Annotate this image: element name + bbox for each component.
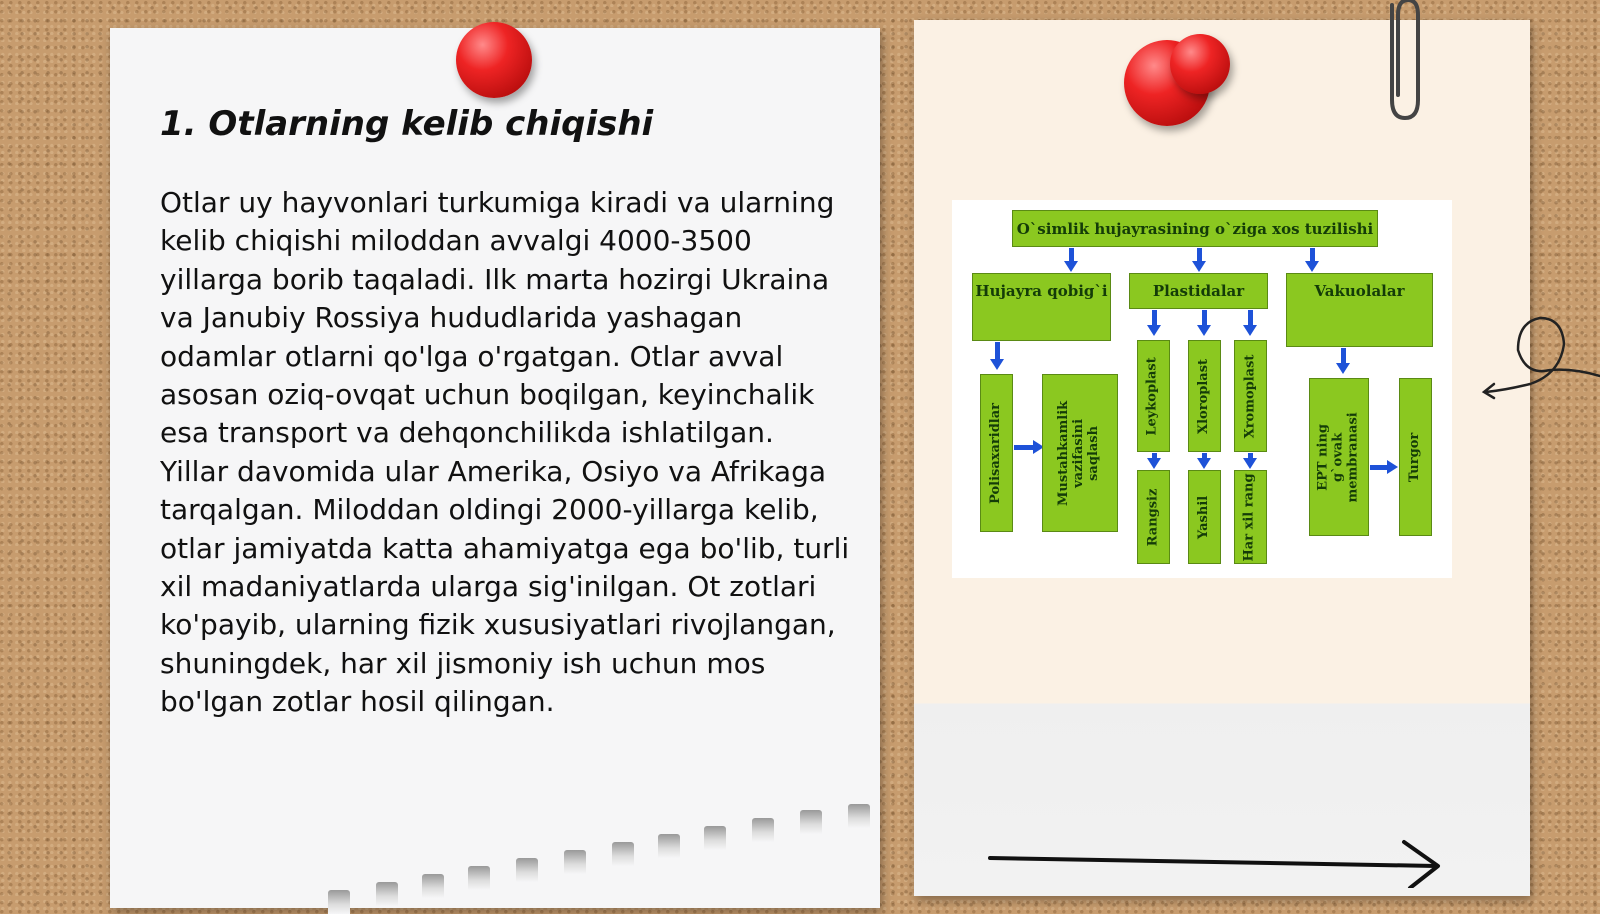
xromoplast-box: Xromoplast	[1234, 340, 1267, 452]
arrow-right-icon	[1370, 465, 1388, 470]
slide-heading: 1. Otlarning kelib chiqishi	[160, 104, 654, 144]
plastidalar-box: Plastidalar	[1129, 273, 1268, 309]
xloroplast-box: Xloroplast	[1188, 340, 1221, 452]
diagram-title-box: O`simlik hujayrasining o`ziga xos tuzilishi	[1012, 210, 1378, 247]
arrow-down-icon	[1202, 310, 1207, 326]
red-pushpin-head-icon	[1170, 34, 1230, 94]
red-pushpin-icon	[456, 22, 532, 98]
arrow-down-icon	[1152, 453, 1157, 459]
doodle-loop-arrow-icon	[1478, 310, 1600, 410]
arrow-right-icon	[1014, 445, 1034, 450]
long-right-arrow-icon	[986, 838, 1446, 888]
slide-body-text: Otlar uy hayvonlari turkumiga kiradi va ularning kelib chiqishi miloddan avvalgi 4000-3500 yillarga borib taqaladi. Ilk marta hozirgi Ukraina va Janubiy Rossiya hududlarida yashagan odamlar otlarni qo'lga o'rgatgan. Otlar avval asosan oziq-ovqat uchun boqilgan, keyinchalik esa transport va dehqonchilikda ishlatilgan. Yillar davomida ular Amerika, Osiyo va Afrikaga tarqalgan. Miloddan oldingi 2000-yillarga kelib, otlar jamiyatda katta ahamiyatga ega bo'lib, turli xil madaniyatlarda ularga sig'inilgan. Ot zotlari ko'payib, ularning fizik xususiyatlari rivojlangan, shuningdek, har xil jismoniy ish uchun mos bo'lgan zotlar hosil qilingan.	[160, 186, 850, 719]
plant-cell-diagram	[952, 200, 1452, 578]
rangsiz-box: Rangsiz	[1137, 470, 1170, 564]
arrow-down-icon	[1202, 453, 1207, 459]
arrow-down-icon	[1152, 310, 1157, 326]
hujayra-qobigi-box: Hujayra qobig`i	[972, 273, 1111, 341]
arrow-down-icon	[1341, 348, 1346, 364]
leykoplast-box: Leykoplast	[1137, 340, 1170, 452]
paper-clip-icon	[1370, 0, 1430, 125]
arrow-down-icon	[1248, 310, 1253, 326]
polisaxaridlar-box: Polisaxaridlar	[980, 374, 1013, 532]
arrow-down-icon	[1069, 248, 1074, 262]
vakuolalar-box: Vakuolalar	[1286, 273, 1433, 347]
arrow-down-icon	[1310, 248, 1315, 262]
mustahkamlik-box: Mustahkamlik vazifasini saqlash	[1042, 374, 1118, 532]
arrow-down-icon	[1248, 453, 1253, 459]
arrow-down-icon	[995, 342, 1000, 360]
yashil-box: Yashil	[1188, 470, 1221, 564]
turgor-box: Turgor	[1399, 378, 1432, 536]
arrow-down-icon	[1197, 248, 1202, 262]
ept-membrana-box: EPT ning g`ovak membranasi	[1309, 378, 1369, 536]
har-xil-rang-box: Har xil rang	[1234, 470, 1267, 564]
